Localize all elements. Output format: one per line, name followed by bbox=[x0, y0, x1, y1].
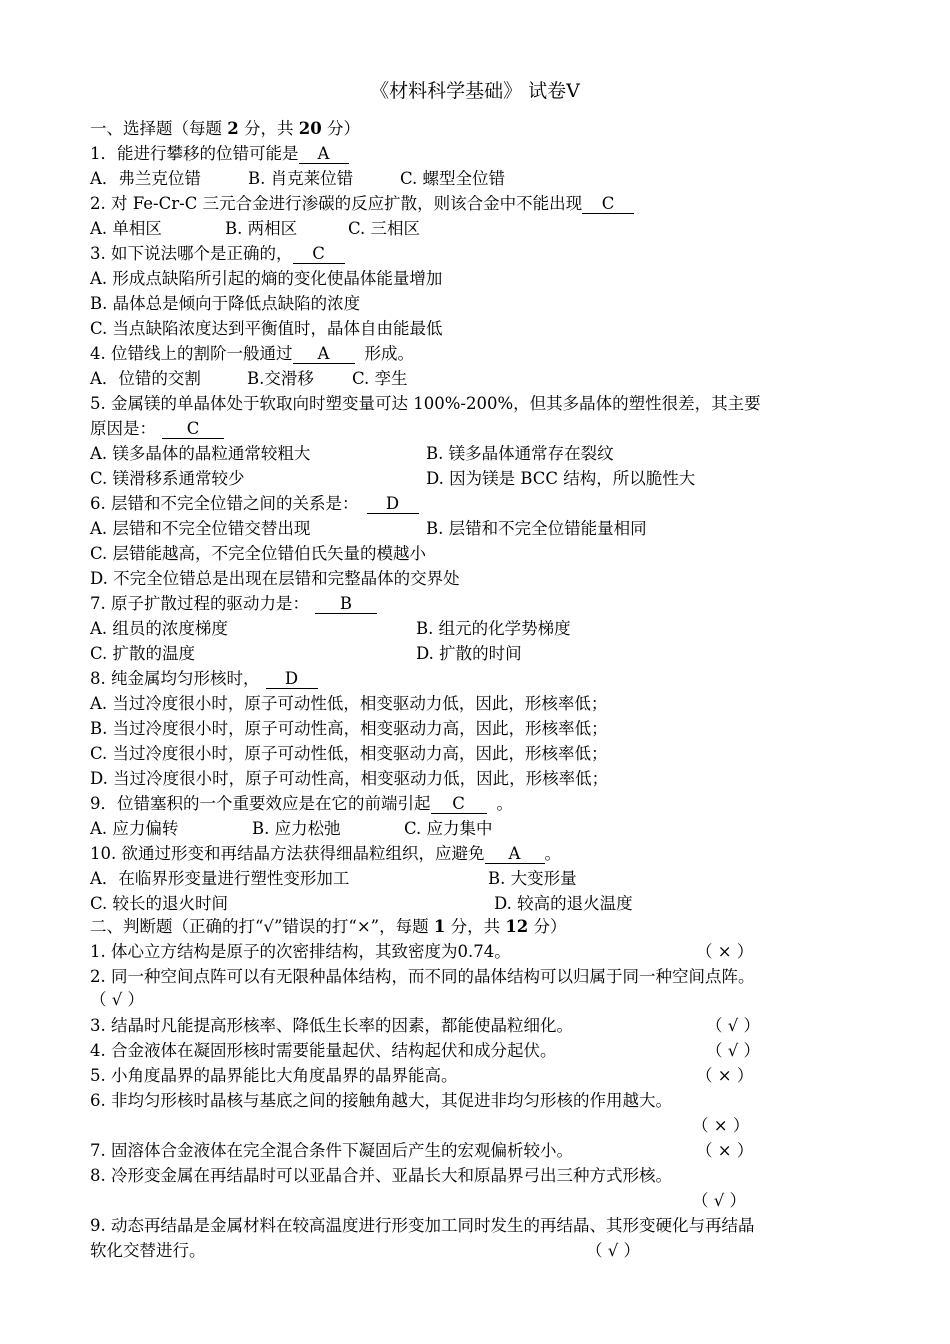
option: D. 当过冷度很小时，原子可动性高，相变驱动力低，因此，形核率低； bbox=[90, 769, 609, 788]
judge-mark: （ × ） bbox=[692, 1116, 750, 1135]
judge-mark: （ √ ） bbox=[706, 1016, 761, 1035]
section2-points: 1 bbox=[433, 917, 446, 936]
section2-heading bbox=[90, 916, 567, 938]
section2-total: 12 bbox=[505, 917, 529, 936]
section2-heading-text: 二、判断题（正确的打“√”错误的打“×”，每题 bbox=[90, 917, 429, 936]
section1-heading-text: 分，共 bbox=[243, 119, 294, 138]
answer-blank: A bbox=[293, 345, 355, 364]
answer-blank: C bbox=[582, 195, 634, 214]
judge-mark: （ √ ） bbox=[90, 990, 145, 1009]
question-stem: 原因是： bbox=[90, 419, 156, 438]
option: B.交滑移 bbox=[247, 369, 314, 388]
judge-item-4 bbox=[90, 1040, 761, 1062]
judge-item-8: 8. 冷形变金属在再结晶时可以亚晶合并、亚晶长大和原晶界弓出三种方式形核。 bbox=[90, 1166, 672, 1185]
option: C. 较长的退火时间 bbox=[90, 894, 229, 913]
answer-blank: C bbox=[162, 420, 224, 439]
option: B. 两相区 bbox=[225, 219, 298, 238]
judge-item-6: 6. 非均匀形核时晶核与基底之间的接触角越大，其促进非均匀形核的作用越大。 bbox=[90, 1091, 672, 1110]
answer-blank: A bbox=[485, 845, 545, 864]
option: C. 孪生 bbox=[352, 369, 408, 388]
option: C. 三相区 bbox=[348, 219, 421, 238]
question-1 bbox=[90, 143, 349, 165]
question-stem: 2. 对 Fe-Cr-C 三元合金进行渗碳的反应扩散，则该合金中不能出现 bbox=[90, 194, 583, 213]
judge-item-1 bbox=[90, 941, 754, 963]
answer-blank: D bbox=[266, 670, 318, 689]
question-stem: 4. 位错线上的割阶一般通过 bbox=[90, 344, 293, 363]
option: B. 层错和不完全位错能量相同 bbox=[426, 519, 647, 538]
question-stem: 1．能进行攀移的位错可能是 bbox=[90, 144, 299, 163]
question-stem-end: 。 bbox=[496, 794, 513, 813]
question-stem-end: 形成。 bbox=[364, 344, 414, 363]
option: C. 应力集中 bbox=[404, 819, 493, 838]
section1-heading-text: 分） bbox=[326, 119, 360, 138]
option: B. 肖克莱位错 bbox=[248, 169, 354, 188]
option: C. 扩散的温度 bbox=[90, 644, 196, 663]
question-9 bbox=[90, 793, 513, 815]
question-stem: 7. 原子扩散过程的驱动力是： bbox=[90, 594, 309, 613]
question-5-stem: 5. 金属镁的单晶体处于软取向时塑变量可达 100%-200%，但其多晶体的塑性很差，其主要 bbox=[90, 394, 761, 413]
question-stem: 3. 如下说法哪个是正确的， bbox=[90, 244, 293, 263]
judge-mark: （ √ ） bbox=[586, 1241, 641, 1260]
question-8 bbox=[90, 668, 318, 690]
option: A. 单相区 bbox=[90, 219, 162, 238]
section1-heading-text: 一、选择题（每题 bbox=[90, 119, 222, 138]
option: C. 当过冷度很小时，原子可动性低，相变驱动力高，因此，形核率低； bbox=[90, 744, 608, 763]
judge-text: 3. 结晶时凡能提高形核率、降低生长率的因素，都能使晶粒细化。 bbox=[90, 1016, 573, 1035]
question-stem-end: 。 bbox=[544, 844, 561, 863]
option: A. 镁多晶体的晶粒通常较粗大 bbox=[90, 444, 311, 463]
option: A. 组员的浓度梯度 bbox=[90, 619, 228, 638]
option: A．在临界形变量进行塑性变形加工 bbox=[90, 869, 350, 888]
option: A. 当过冷度很小时，原子可动性低，相变驱动力低，因此，形核率低； bbox=[90, 694, 608, 713]
option: D. 扩散的时间 bbox=[416, 644, 522, 663]
judge-mark: （ × ） bbox=[696, 1141, 754, 1160]
option: C. 层错能越高，不完全位错伯氏矢量的模越小 bbox=[90, 544, 427, 563]
judge-mark: （ √ ） bbox=[692, 1191, 747, 1210]
option: A．位错的交割 bbox=[90, 369, 201, 388]
section2-heading-text: 分，共 bbox=[450, 917, 501, 936]
question-6 bbox=[90, 493, 419, 515]
page-title: 《材料科学基础》 试卷Ⅴ bbox=[370, 80, 580, 102]
question-5 bbox=[90, 418, 224, 440]
answer-blank: D bbox=[367, 495, 419, 514]
option: A．弗兰克位错 bbox=[90, 169, 201, 188]
section1-heading bbox=[90, 118, 360, 140]
option: A. 应力偏转 bbox=[90, 819, 179, 838]
question-4 bbox=[90, 343, 414, 365]
option: B. 晶体总是倾向于降低点缺陷的浓度 bbox=[90, 294, 361, 313]
option: B. 应力松弛 bbox=[252, 819, 341, 838]
judge-text: 软化交替进行。 bbox=[90, 1241, 206, 1260]
section1-total: 20 bbox=[298, 119, 322, 138]
judge-item-3 bbox=[90, 1015, 761, 1037]
option: C. 当点缺陷浓度达到平衡值时，晶体自由能最低 bbox=[90, 319, 443, 338]
question-stem: 8. 纯金属均匀形核时， bbox=[90, 669, 260, 688]
question-3 bbox=[90, 243, 345, 265]
question-2 bbox=[90, 193, 634, 215]
option: D. 因为镁是 BCC 结构，所以脆性大 bbox=[426, 469, 696, 488]
section1-points: 2 bbox=[227, 119, 239, 138]
judge-mark: （ × ） bbox=[696, 1066, 754, 1085]
answer-blank: B bbox=[315, 595, 377, 614]
question-stem: 6. 层错和不完全位错之间的关系是： bbox=[90, 494, 359, 513]
question-7 bbox=[90, 593, 377, 615]
option: B. 组元的化学势梯度 bbox=[416, 619, 571, 638]
option: C. 螺型全位错 bbox=[400, 169, 506, 188]
judge-text: 1. 体心立方结构是原子的次密排结构，其致密度为0.74。 bbox=[90, 942, 511, 961]
judge-item-9-cont bbox=[90, 1240, 641, 1262]
judge-item-2: 2. 同一种空间点阵可以有无限种晶体结构，而不同的晶体结构可以归属于同一种空间点阵。 bbox=[90, 967, 755, 986]
judge-mark: （ × ） bbox=[696, 942, 754, 961]
judge-mark: （ √ ） bbox=[706, 1041, 761, 1060]
judge-item-9: 9. 动态再结晶是金属材料在较高温度进行形变加工同时发生的再结晶、其形变硬化与再结晶 bbox=[90, 1216, 755, 1235]
answer-blank: C bbox=[293, 245, 345, 264]
section2-heading-text: 分） bbox=[533, 917, 567, 936]
option: D. 不完全位错总是出现在层错和完整晶体的交界处 bbox=[90, 569, 460, 588]
option: B. 当过冷度很小时，原子可动性高，相变驱动力高，因此，形核率低； bbox=[90, 719, 608, 738]
option: D. 较高的退火温度 bbox=[494, 894, 633, 913]
judge-text: 5. 小角度晶界的晶界能比大角度晶界的晶界能高。 bbox=[90, 1066, 458, 1085]
option: B. 镁多晶体通常存在裂纹 bbox=[426, 444, 614, 463]
judge-text: 7. 固溶体合金液体在完全混合条件下凝固后产生的宏观偏析较小。 bbox=[90, 1141, 573, 1160]
option: A. 形成点缺陷所引起的熵的变化使晶体能量增加 bbox=[90, 269, 443, 288]
option: C. 镁滑移系通常较少 bbox=[90, 469, 245, 488]
answer-blank: C bbox=[431, 795, 487, 814]
judge-item-7 bbox=[90, 1140, 754, 1162]
judge-text: 4. 合金液体在凝固形核时需要能量起伏、结构起伏和成分起伏。 bbox=[90, 1041, 557, 1060]
question-10 bbox=[90, 843, 561, 865]
answer-blank: A bbox=[299, 145, 349, 164]
judge-item-5 bbox=[90, 1065, 754, 1087]
option: A. 层错和不完全位错交替出现 bbox=[90, 519, 311, 538]
question-stem: 10. 欲通过形变和再结晶方法获得细晶粒组织，应避免 bbox=[90, 844, 485, 863]
option: B. 大变形量 bbox=[488, 869, 577, 888]
question-stem: 9．位错塞积的一个重要效应是在它的前端引起 bbox=[90, 794, 431, 813]
